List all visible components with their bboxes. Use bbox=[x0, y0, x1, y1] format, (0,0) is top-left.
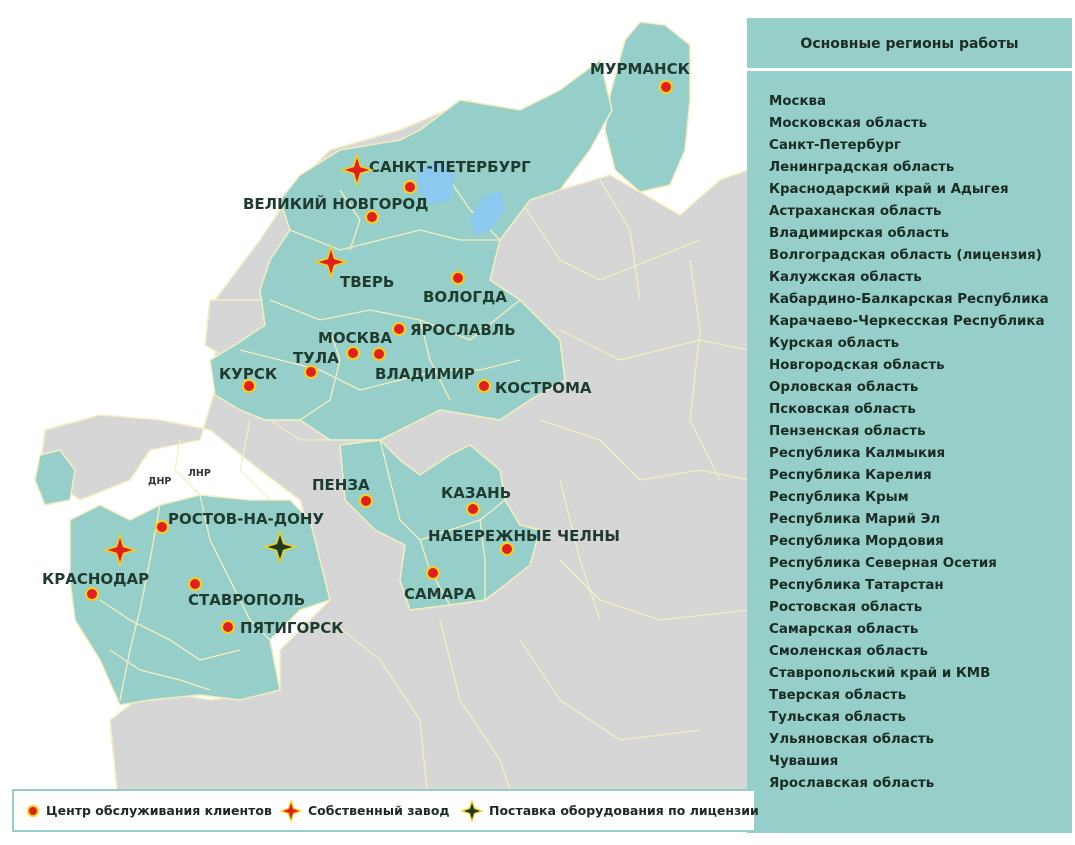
region-list-item: Республика Марий Эл bbox=[769, 512, 941, 527]
region-list-item: Республика Карелия bbox=[769, 468, 932, 483]
service-center-marker bbox=[478, 380, 490, 392]
service-center-marker bbox=[347, 347, 359, 359]
service-center-marker bbox=[452, 272, 464, 284]
service-center-marker bbox=[305, 366, 317, 378]
city-yaroslavl bbox=[393, 321, 516, 339]
region-list-item: Москва bbox=[769, 94, 827, 109]
regions-panel bbox=[747, 18, 1072, 833]
city-label: КОСТРОМА bbox=[495, 379, 592, 397]
region-list-item: Ставропольский край и КМВ bbox=[769, 666, 991, 681]
region-list-item: Санкт-Петербург bbox=[769, 138, 901, 153]
region-list-item: Кабардино-Балкарская Республика bbox=[769, 292, 1049, 307]
region-list-item: Астраханская область bbox=[769, 204, 942, 219]
license-star-icon bbox=[461, 800, 483, 822]
region-list-item: Курская область bbox=[769, 336, 900, 351]
city-label: СТАВРОПОЛЬ bbox=[188, 591, 306, 609]
region-list-item: Новгородская область bbox=[769, 358, 945, 373]
service-center-marker bbox=[373, 348, 385, 360]
region-list-item: Республика Северная Осетия bbox=[769, 556, 997, 571]
region-list-item: Республика Мордовия bbox=[769, 534, 944, 549]
region-list-item: Тверская область bbox=[769, 688, 907, 703]
region-list-item: Ленинградская область bbox=[769, 160, 955, 175]
legend bbox=[12, 789, 759, 832]
city-label: САНКТ-ПЕТЕРБУРГ bbox=[369, 158, 531, 176]
service-center-marker bbox=[156, 521, 168, 533]
region-list-item: Краснодарский край и Адыгея bbox=[769, 182, 1009, 197]
city-label: МОСКВА bbox=[318, 329, 392, 347]
legend-own-factory bbox=[280, 791, 450, 830]
region-list-item: Ульяновская область bbox=[769, 732, 935, 747]
service-center-marker bbox=[404, 181, 416, 193]
factory-star-icon bbox=[280, 800, 302, 822]
region-list-item: Владимирская область bbox=[769, 226, 950, 241]
service-center-marker bbox=[427, 567, 439, 579]
region-list-item: Чувашия bbox=[769, 754, 839, 769]
service-center-marker bbox=[393, 323, 405, 335]
legend-own-factory-label: Собственный завод bbox=[308, 803, 450, 818]
city-pyatigorsk bbox=[222, 619, 344, 637]
panel-divider bbox=[747, 68, 1072, 71]
city-label: ТВЕРЬ bbox=[340, 273, 395, 291]
service-center-marker bbox=[360, 495, 372, 507]
region-list-item: Ярославская область bbox=[769, 776, 935, 791]
city-kostroma bbox=[478, 379, 592, 397]
region-list-item: Пензенская область bbox=[769, 424, 926, 439]
murmansk-region bbox=[605, 22, 690, 192]
city-label: ВЛАДИМИР bbox=[375, 365, 475, 383]
city-label: КАЗАНЬ bbox=[441, 484, 512, 502]
legend-license-supply bbox=[461, 791, 759, 830]
city-label: САМАРА bbox=[404, 585, 476, 603]
service-center-marker bbox=[189, 578, 201, 590]
city-label: ТУЛА bbox=[293, 349, 339, 367]
city-label: ЯРОСЛАВЛЬ bbox=[410, 321, 516, 339]
service-center-marker bbox=[86, 588, 98, 600]
dnr-label: ДНР bbox=[148, 476, 172, 487]
region-list-item: Волгоградская область (лицензия) bbox=[769, 248, 1042, 263]
region-list-item: Ростовская область bbox=[769, 600, 923, 615]
region-list bbox=[769, 91, 1049, 795]
region-list-item: Республика Татарстан bbox=[769, 578, 944, 593]
service-center-marker bbox=[660, 81, 672, 93]
city-label: КУРСК bbox=[219, 365, 278, 383]
service-center-marker bbox=[467, 503, 479, 515]
city-label: ВЕЛИКИЙ НОВГОРОД bbox=[243, 195, 429, 213]
region-list-item: Республика Крым bbox=[769, 490, 909, 505]
city-label: ПЯТИГОРСК bbox=[240, 619, 344, 637]
city-label: МУРМАНСК bbox=[590, 60, 690, 78]
service-center-icon bbox=[26, 804, 40, 818]
region-list-item: Тульская область bbox=[769, 710, 907, 725]
legend-service-center bbox=[26, 791, 272, 830]
lnr-label: ЛНР bbox=[188, 468, 211, 479]
legend-license-supply-label: Поставка оборудования по лицензии bbox=[489, 803, 759, 818]
region-list-item: Смоленская область bbox=[769, 644, 928, 659]
region-list-item: Орловская область bbox=[769, 380, 919, 395]
region-list-item: Самарская область bbox=[769, 622, 919, 637]
region-list-item: Псковская область bbox=[769, 402, 916, 417]
city-label: НАБЕРЕЖНЫЕ ЧЕЛНЫ bbox=[428, 527, 620, 545]
region-list-item: Московская область bbox=[769, 116, 928, 131]
legend-service-center-label: Центр обслуживания клиентов bbox=[46, 803, 272, 818]
panel-title: Основные регионы работы bbox=[800, 36, 1019, 52]
city-label: ПЕНЗА bbox=[312, 476, 370, 494]
city-label: ВОЛОГДА bbox=[423, 288, 507, 306]
region-list-item: Карачаево-Черкесская Республика bbox=[769, 314, 1045, 329]
city-label: КРАСНОДАР bbox=[42, 570, 150, 588]
city-tver bbox=[340, 273, 394, 291]
region-list-item: Калужская область bbox=[769, 270, 922, 285]
region-list-item: Республика Калмыкия bbox=[769, 446, 946, 461]
city-label: РОСТОВ-НА-ДОНУ bbox=[168, 510, 325, 528]
service-center-marker bbox=[222, 621, 234, 633]
